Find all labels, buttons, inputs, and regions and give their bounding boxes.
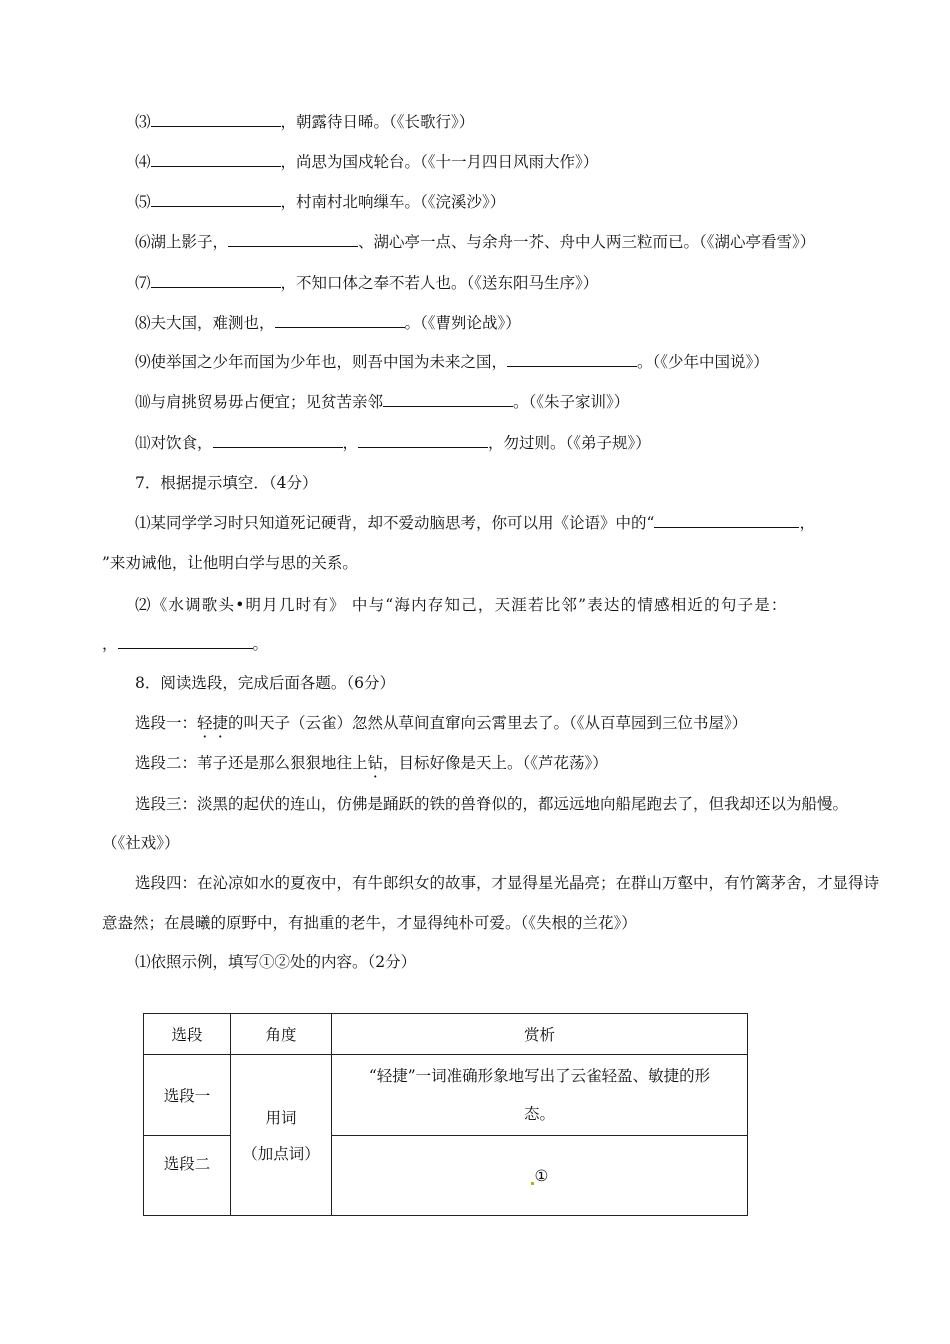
item-number: ⑼ [135,353,151,371]
answer-blank[interactable] [228,231,358,247]
part1-text: ⑴某同学学习时只知道死记硬背，却不爱动脑思考，你可以用《论语》中的“ [135,514,655,532]
question-7-part2-line1: ⑵《水调歌头•明月几时有》 中与“海内存知己，天涯若比邻”表达的情感相近的句子是： [135,596,788,614]
item-number: ⑺ [135,274,151,292]
answer-blank[interactable] [118,633,253,649]
answer-blank[interactable] [213,432,343,448]
answer-blank[interactable] [275,312,405,328]
header-excerpt: 选段 [144,1014,231,1055]
fill-blank-item [135,111,474,133]
answer-blank[interactable] [151,272,281,288]
excerpt-2-text-after: ，目标好像是天上。（《芦花荡》） [383,754,608,772]
row-label: 选段一 [144,1055,231,1136]
part2-text-before: ， [102,635,118,653]
item-text-before: 使举国之少年而国为少年也，则吾中国为未来之国， [150,353,508,371]
fill-blank-item [135,151,598,173]
excerpt-3-line2: （《社戏》） [102,834,180,852]
excerpt-4-line1: 选段四：在沁凉如水的夏夜中，有牛郎织女的故事，才显得星光晶亮；在群山万壑中，有竹篱茅舍，才显得诗 [135,874,880,892]
excerpt-1-text: 的叫天子（云雀）忽然从草间直窜向云霄里去了。（《从百草园到三位书屋》） [228,714,748,732]
item-number: ⑹ [135,233,151,251]
header-analysis: 赏析 [332,1014,748,1055]
item-text-middle: ， [342,434,359,452]
question-7-part1-line2: ”来劝诫他，让他明白学与思的关系。 [102,554,358,572]
answer-blank[interactable] [151,191,281,207]
item-text-before: 湖上影子， [150,233,229,251]
emphasized-word: 轻 [197,714,213,732]
answer-blank[interactable] [358,432,488,448]
answer-blank[interactable] [507,351,637,367]
fill-blank-item [135,312,521,334]
analysis-line-2: 态。 [523,1105,555,1123]
fill-blank-item [135,351,769,373]
excerpt-1-label: 选段一： [135,714,198,732]
item-text-after: 。（《朱子家训》） [513,393,630,411]
item-text-after: ，尚思为国戍轮台。（《十一月四日风雨大作》） [280,153,599,171]
subquestion-1: ⑴依照示例，填写①②处的内容。（2分） [135,953,417,971]
part1-text-after: ， [799,514,815,532]
emphasized-word: 捷 [212,714,229,732]
item-number: ⑷ [135,153,151,171]
question-8-heading: 8．阅读选段，完成后面各题。（6分） [135,674,395,692]
item-text-after: ，朝露待日晞。（《长歌行》） [280,113,475,131]
table-row [144,1055,748,1136]
question-7-part1-line1 [135,512,815,534]
answer-blank[interactable] [654,512,799,528]
angle-cell [231,1055,332,1216]
analysis-cell [332,1055,748,1136]
item-number: ⑻ [135,314,151,332]
angle-line-1: 用词 [265,1109,297,1127]
mark-icon [531,1182,534,1185]
answer-table [143,1013,748,1216]
angle-line-2: （加点词） [242,1145,320,1163]
excerpt-3-line1: 选段三：淡黑的起伏的连山，仿佛是踊跃的铁的兽脊似的，都远远地向船尾跑去了，但我却还以为船慢。 [135,795,849,813]
item-text-after: ，勿过则。（《弟子规》） [488,434,651,452]
item-text-after: 、湖心亭一点、与余舟一芥、舟中人两三粒而已。（《湖心亭看雪》） [358,233,816,251]
fill-blank-item [135,272,598,294]
fill-blank-item [135,191,505,213]
table-header-row [144,1014,748,1055]
item-number: ⑶ [135,113,151,131]
excerpt-2-text: 选段二：苇子还是那么狠狠地往上 [135,754,368,772]
item-number: ⑾ [135,434,151,452]
emphasized-word: 钻 [367,754,384,772]
header-angle: 角度 [231,1014,332,1055]
analysis-line-1: “轻捷”一词准确形象地写出了云雀轻盈、敏捷的形 [368,1067,711,1085]
item-text-before: 对饮食， [150,434,213,452]
item-text-before: 与肩挑贸易毋占便宜；见贫苦亲邻 [150,393,384,411]
row-label: 选段二 [144,1136,231,1216]
question-7-heading: 7．根据提示填空．（4分） [135,474,318,492]
item-text-after: 。（《少年中国说》） [637,353,769,371]
excerpt-2 [135,752,608,774]
answer-blank[interactable] [383,391,513,407]
item-number: ⑸ [135,193,151,211]
part2-text-after: 。 [252,635,269,653]
answer-blank[interactable] [151,151,281,167]
question-7-part2-line2 [102,633,268,655]
item-text-after: 。（《曹刿论战》） [404,314,521,332]
answer-marker: ① [534,1166,549,1185]
fill-blank-item [135,231,815,253]
fill-blank-item-11 [135,432,651,454]
item-text-before: 夫大国，难测也， [150,314,275,332]
fill-blank-item [135,391,629,413]
excerpt-4-line2: 意盎然；在晨曦的原野中，有拙重的老牛，才显得纯朴可爱。（《失根的兰花》） [102,914,637,932]
item-text-after: ，村南村北响缫车。（《浣溪沙》） [280,193,506,211]
answer-blank[interactable] [151,111,281,127]
answer-cell-1[interactable] [332,1136,748,1216]
item-text-after: ，不知口体之奉不若人也。（《送东阳马生序》） [280,274,599,292]
excerpt-1 [135,712,747,734]
item-number: ⑽ [135,393,151,411]
